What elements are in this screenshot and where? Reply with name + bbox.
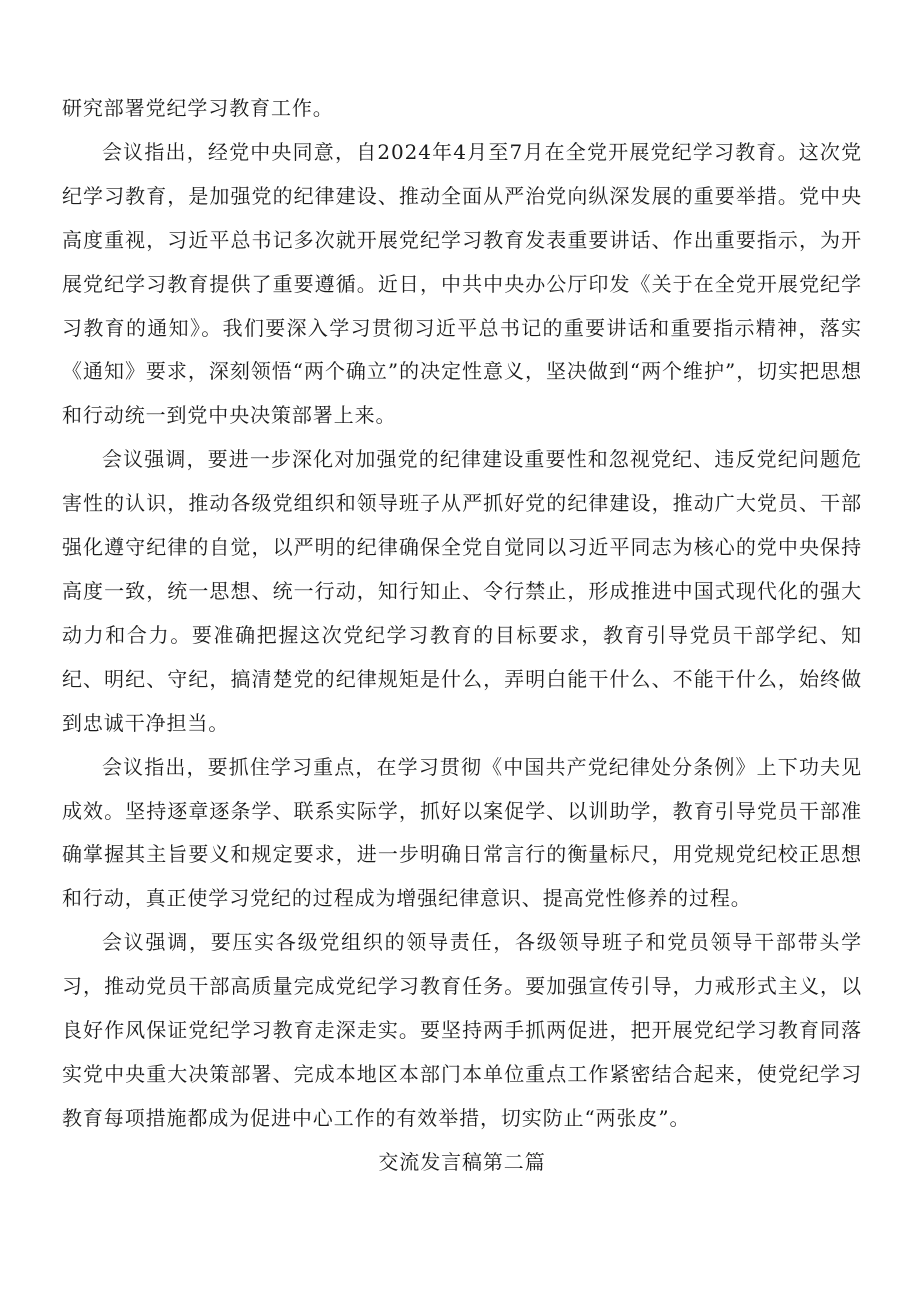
paragraph-continuation: 研究部署党纪学习教育工作。 xyxy=(62,96,334,120)
paragraph-meeting-emphasized-2: 会议强调，要压实各级党组织的领导责任，各级领导班子和党员领导干部带头学习，推动党员干部高质量完成党纪学习教育任务。要加强宣传引导，力戒形式主义，以良好作风保证党纪学习教育走深走实。要坚持两手抓两促进，把开展党纪学习教育同落实党中央重大决策部署、完成本地区本部门本单位重点工作紧密结合起来，使党纪学习教育每项措施都成为促进中心工作的有效举措，切实防止“两张皮”。 xyxy=(62,930,862,1130)
paragraph-meeting-emphasized-1: 会议强调，要进一步深化对加强党的纪律建设重要性和忽视党纪、违反党纪问题危害性的认识，推动各级党组织和领导班子从严抓好党的纪律建设，推动广大党员、干部强化遵守纪律的自觉，以严明的纪律确保全党自觉同以习近平同志为核心的党中央保持高度一致，统一思想、统一行动，知行知止、令行禁止，形成推进中国式现代化的强大动力和合力。要准确把握这次党纪学习教育的目标要求，教育引导党员干部学纪、知纪、明纪、守纪，搞清楚党的纪律规矩是什么，弄明白能干什么、不能干什么，始终做到忠诚干净担当。 xyxy=(62,447,862,735)
section-title: 交流发言稿第二篇 xyxy=(378,1149,546,1174)
document-body xyxy=(62,87,862,1185)
paragraph-meeting-pointed-out-2: 会议指出，要抓住学习重点，在学习贯彻《中国共产党纪律处分条例》上下功夫见成效。坚持逐章逐条学、联系实际学，抓好以案促学、以训助学，教育引导党员干部准确掌握其主旨要义和规定要求，进一步明确日常言行的衡量标尺，用党规党纪校正思想和行动，真正使学习党纪的过程成为增强纪律意识、提高党性修养的过程。 xyxy=(62,754,862,911)
paragraph-meeting-pointed-out-1: 会议指出，经党中央同意，自2024年4月至7月在全党开展党纪学习教育。这次党纪学习教育，是加强党的纪律建设、推动全面从严治党向纵深发展的重要举措。党中央高度重视，习近平总书记多次就开展党纪学习教育发表重要讲话、作出重要指示，为开展党纪学习教育提供了重要遵循。近日，中共中央办公厅印发《关于在全党开展党纪学习教育的通知》。我们要深入学习贯彻习近平总书记的重要讲话和重要指示精神，落实《通知》要求，深刻领悟“两个确立”的决定性意义，坚决做到“两个维护”，切实把思想和行动统一到党中央决策部署上来。 xyxy=(62,139,863,428)
